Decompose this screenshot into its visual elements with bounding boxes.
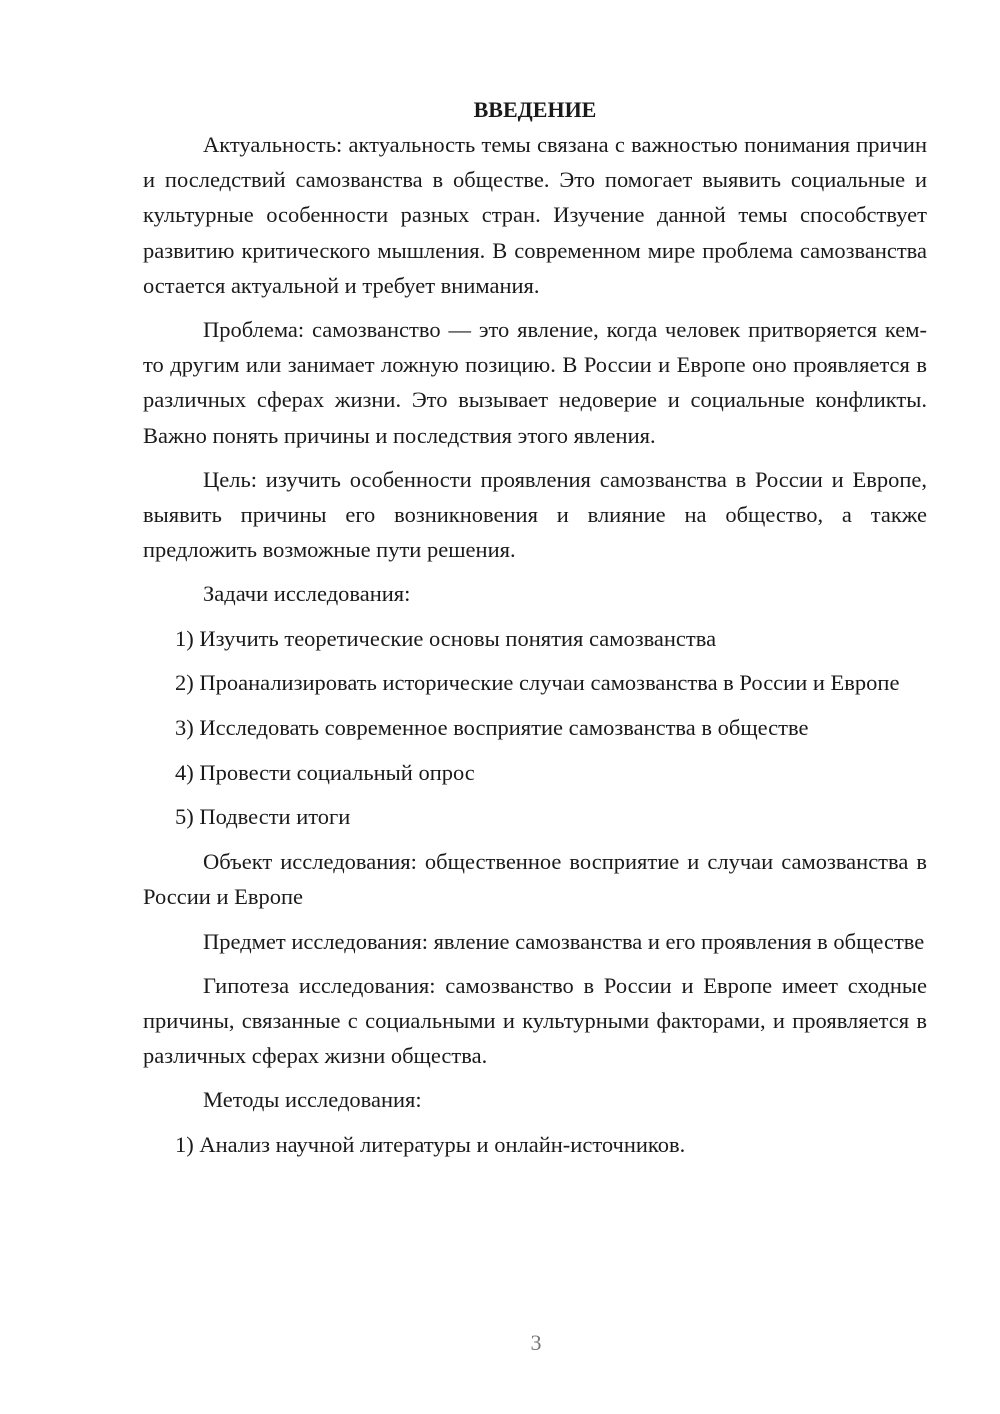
- task-item: 5) Подвести итоги: [175, 804, 351, 830]
- paragraph-hypothesis: Гипотеза исследования: самозванство в России и Европе имеет сходные причины, связанные с социальными и культурными факторами, и проявляется в различных сферах жизни общества.: [143, 972, 927, 1069]
- paragraph-goal: Цель: изучить особенности проявления самозванства в России и Европе, выявить причины его возникновения и влияние на общество, а также предложить возможные пути решения.: [143, 466, 927, 563]
- task-item: 3) Исследовать современное восприятие самозванства в обществе: [175, 715, 809, 741]
- paragraph-problem: Проблема: самозванство — это явление, когда человек притворяется кем-то другим или занимает ложную позицию. В России и Европе оно проявляется в различных сферах жизни. Это вызывает недоверие и социальные конфликты. Важно понять причины и последствия этого явления.: [143, 317, 927, 448]
- paragraph-tasks-intro: Задачи исследования:: [203, 581, 411, 607]
- page-number: 3: [530, 1330, 542, 1355]
- section-heading: ВВЕДЕНИЕ: [473, 97, 597, 122]
- task-item: 2) Проанализировать исторические случаи самозванства в России и Европе: [175, 670, 900, 696]
- paragraph-object: Объект исследования: общественное восприятие и случаи самозванства в России и Европе: [143, 849, 927, 910]
- page-content: [143, 92, 927, 1171]
- task-item: 4) Провести социальный опрос: [175, 759, 475, 785]
- paragraph-methods-intro: Методы исследования:: [203, 1087, 422, 1113]
- method-item: 1) Анализ научной литературы и онлайн-источников.: [175, 1131, 686, 1157]
- task-item: 1) Изучить теоретические основы понятия самозванства: [175, 625, 717, 651]
- paragraph-relevance: Актуальность: актуальность темы связана с важностью понимания причин и последствий самозванства в обществе. Это помогает выявить социальные и культурные особенности разных стран. Изучение данной темы способствует развитию критического мышления. В современном мире проблема самозванства остается актуальной и требует внимания.: [143, 132, 927, 298]
- paragraph-subject: Предмет исследования: явление самозванства и его проявления в обществе: [203, 928, 925, 954]
